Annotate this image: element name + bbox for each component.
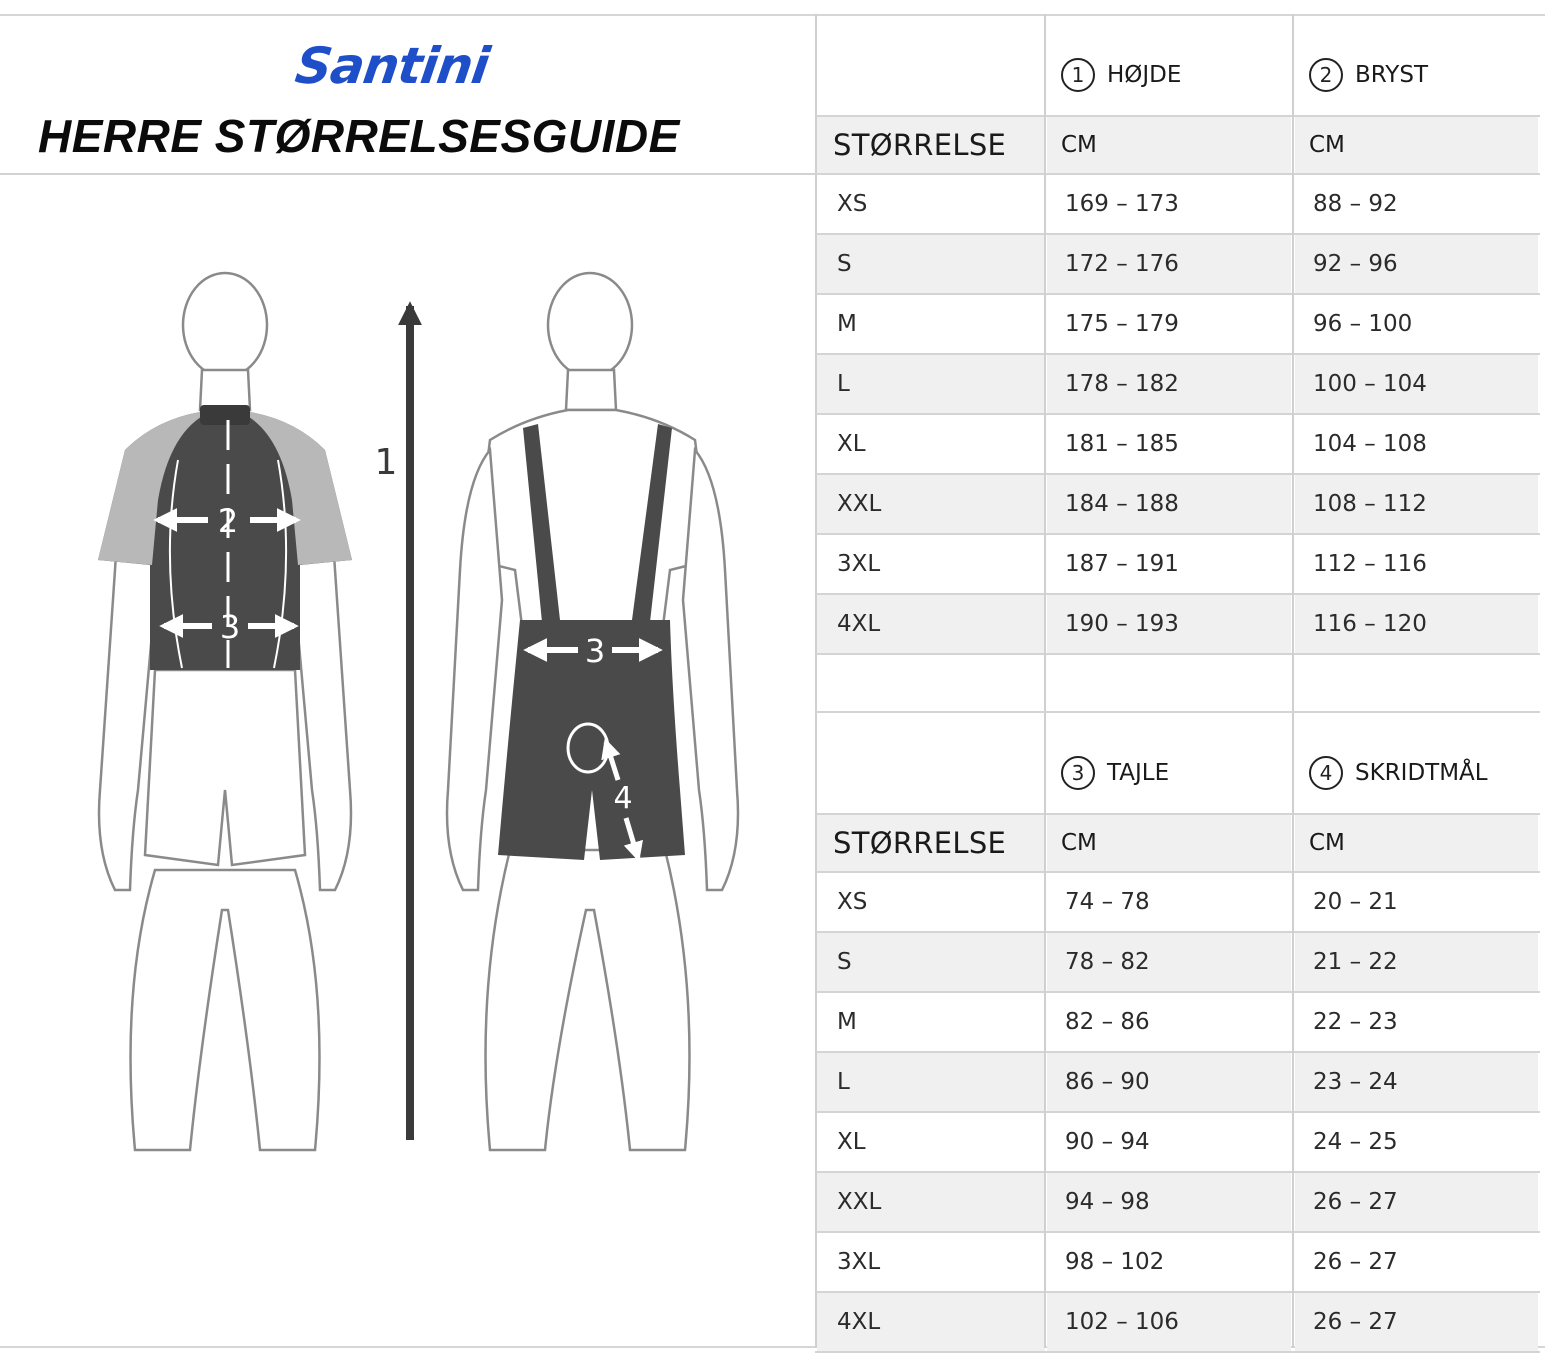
measure-label: TAJLE [1107,760,1170,786]
value-cell: 92 – 96 [1295,234,1538,294]
measure-label: HØJDE [1107,62,1182,88]
value-cell: 94 – 98 [1047,1172,1291,1232]
value-cell: 102 – 106 [1047,1292,1291,1352]
unit-header: CM [1295,116,1538,174]
value-cell: 190 – 193 [1047,594,1291,654]
row-divider [815,1231,1540,1233]
row-divider [815,1291,1540,1293]
measure-header-1 [1061,34,1293,116]
value-cell: 181 – 185 [1065,431,1179,457]
row-divider [815,991,1540,993]
body-measurement-illustration [60,270,800,1170]
header-divider [0,173,818,175]
size-cell: L [817,354,1045,414]
size-cell: S [817,234,1045,294]
value-cell: 26 – 27 [1295,1172,1538,1232]
row-divider [815,173,1540,175]
value-cell: 184 – 188 [1047,474,1291,534]
chest-marker: 2 [217,502,239,540]
column-divider [815,14,817,1348]
size-cell: XL [837,1129,866,1155]
size-cell: XXL [817,1172,1045,1232]
value-cell: 20 – 21 [1313,889,1398,915]
waist-back-marker: 3 [584,632,606,670]
row-divider [815,593,1540,595]
unit-header: CM [1047,116,1291,174]
value-cell: 74 – 78 [1065,889,1150,915]
row-divider [815,353,1540,355]
value-cell: 90 – 94 [1065,1129,1150,1155]
value-cell: 23 – 24 [1295,1052,1538,1112]
size-cell: XL [837,431,866,457]
value-cell: 88 – 92 [1313,191,1398,217]
value-cell: 169 – 173 [1065,191,1179,217]
value-cell: 172 – 176 [1047,234,1291,294]
size-cell: XS [837,889,868,915]
value-cell: 104 – 108 [1313,431,1427,457]
value-cell: 26 – 27 [1313,1249,1398,1275]
measure-label: SKRIDTMÅL [1355,760,1488,786]
value-cell: 175 – 179 [1065,311,1179,337]
measure-number-badge: 1 [1061,58,1095,92]
front-shorts [145,670,305,865]
size-chart [815,14,1545,1348]
height-arrow [375,306,410,1140]
value-cell: 112 – 116 [1313,551,1427,577]
size-cell: XXL [817,474,1045,534]
value-cell: 178 – 182 [1047,354,1291,414]
size-cell: XS [837,191,868,217]
row-divider [815,413,1540,415]
value-cell: 98 – 102 [1065,1249,1165,1275]
value-cell: 82 – 86 [1065,1009,1150,1035]
table-gap-divider [815,711,1540,713]
value-cell: 86 – 90 [1047,1052,1291,1112]
row-divider [815,115,1540,117]
size-cell: S [817,932,1045,992]
row-divider [815,931,1540,933]
size-cell: 3XL [837,551,881,577]
inseam-marker: 4 [613,781,633,816]
row-divider [815,1171,1540,1173]
row-divider [815,473,1540,475]
value-cell: 100 – 104 [1295,354,1538,414]
height-marker: 1 [374,442,398,483]
value-cell: 187 – 191 [1065,551,1179,577]
measure-header-4 [1309,732,1540,814]
size-cell: M [837,311,857,337]
santini-logo: Santini [291,37,493,95]
row-divider [815,813,1540,815]
measure-number-badge: 4 [1309,756,1343,790]
value-cell: 24 – 25 [1313,1129,1398,1155]
unit-header: CM [1047,814,1291,872]
column-divider [1292,14,1294,1348]
size-cell: 4XL [817,1292,1045,1352]
value-cell: 78 – 82 [1047,932,1291,992]
measure-header-3 [1061,732,1293,814]
size-cell: M [837,1009,857,1035]
measure-header-2 [1309,34,1540,116]
row-divider [815,293,1540,295]
row-divider [815,871,1540,873]
row-divider [815,233,1540,235]
row-divider [815,653,1540,655]
value-cell: 96 – 100 [1313,311,1413,337]
row-divider [815,533,1540,535]
value-cell: 116 – 120 [1295,594,1538,654]
row-divider [815,1111,1540,1113]
value-cell: 21 – 22 [1295,932,1538,992]
size-column-header: STØRRELSE [817,116,1045,174]
row-divider [815,1051,1540,1053]
value-cell: 26 – 27 [1295,1292,1538,1352]
unit-header: CM [1295,814,1538,872]
size-column-header: STØRRELSE [817,814,1045,872]
page-title: HERRE STØRRELSESGUIDE [38,110,680,162]
measure-number-badge: 2 [1309,58,1343,92]
size-cell: 4XL [817,594,1045,654]
value-cell: 22 – 23 [1313,1009,1398,1035]
waist-front-marker: 3 [219,608,241,646]
size-cell: L [817,1052,1045,1112]
value-cell: 108 – 112 [1295,474,1538,534]
measure-number-badge: 3 [1061,756,1095,790]
measure-label: BRYST [1355,62,1428,88]
size-cell: 3XL [837,1249,881,1275]
column-divider [1044,14,1046,1348]
